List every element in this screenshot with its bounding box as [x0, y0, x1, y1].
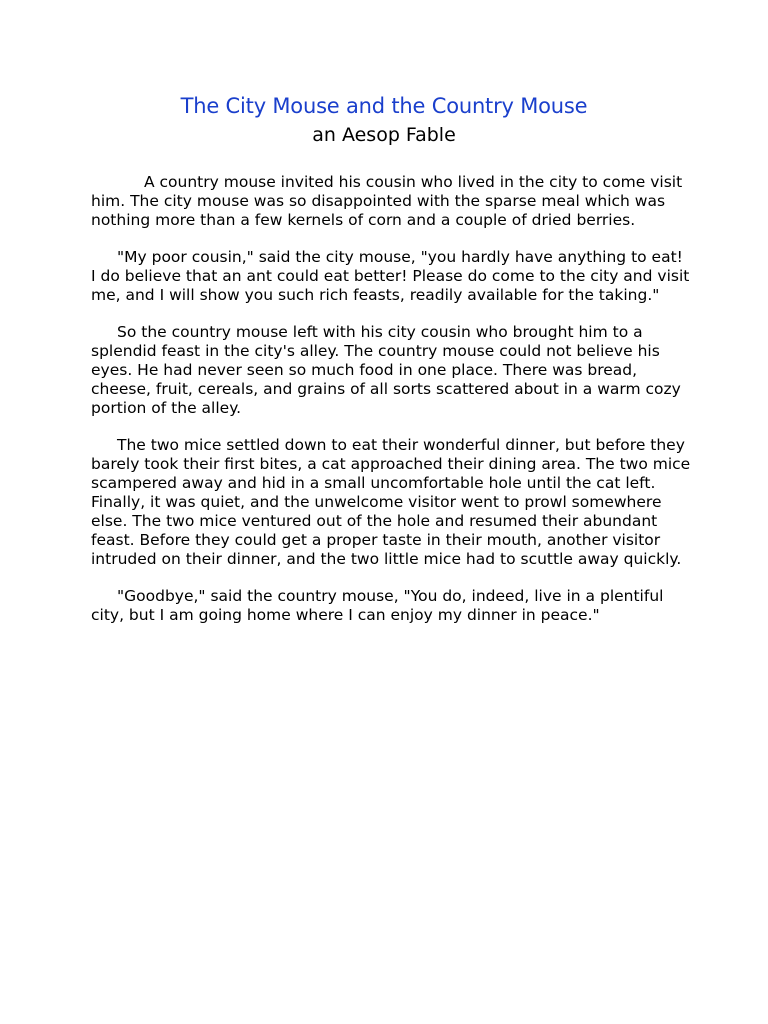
page-title: The City Mouse and the Country Mouse [180, 94, 588, 118]
paragraph-1: A country mouse invited his cousin who lived in the city to come visit him. The city mouse was so disappointed with the sparse meal which was nothing more than a few kernels of corn and a couple of dried berries. [91, 173, 683, 229]
page-subtitle: an Aesop Fable [312, 124, 456, 146]
fable-body [91, 173, 691, 643]
paragraph-4: The two mice settled down to eat their wonderful dinner, but before they barely took their first bites, a cat approached their dining area. The two mice scampered away and hid in a small uncomfortable hole until the cat left. Finally, it was quiet, and the unwelcome visitor went to prowl somewhere else. The two mice ventured out of the hole and resumed their abundant feast. Before they could get a proper taste in their mouth, another visitor intruded on their dinner, and the two little mice had to scuttle away quickly. [91, 436, 691, 568]
paragraph-3: So the country mouse left with his city cousin who brought him to a splendid feast in the city's alley. The country mouse could not believe his eyes. He had never seen so much food in one place. There was bread, cheese, fruit, cereals, and grains of all sorts scattered about in a warm cozy portion of the alley. [91, 323, 681, 417]
paragraph-2: "My poor cousin," said the city mouse, "you hardly have anything to eat! I do believe that an ant could eat better! Please do come to the city and visit me, and I will show you such rich feasts, readily available for the taking." [91, 248, 690, 304]
paragraph-5: "Goodbye," said the country mouse, "You do, indeed, live in a plentiful city, but I am going home where I can enjoy my dinner in peace." [91, 587, 664, 624]
